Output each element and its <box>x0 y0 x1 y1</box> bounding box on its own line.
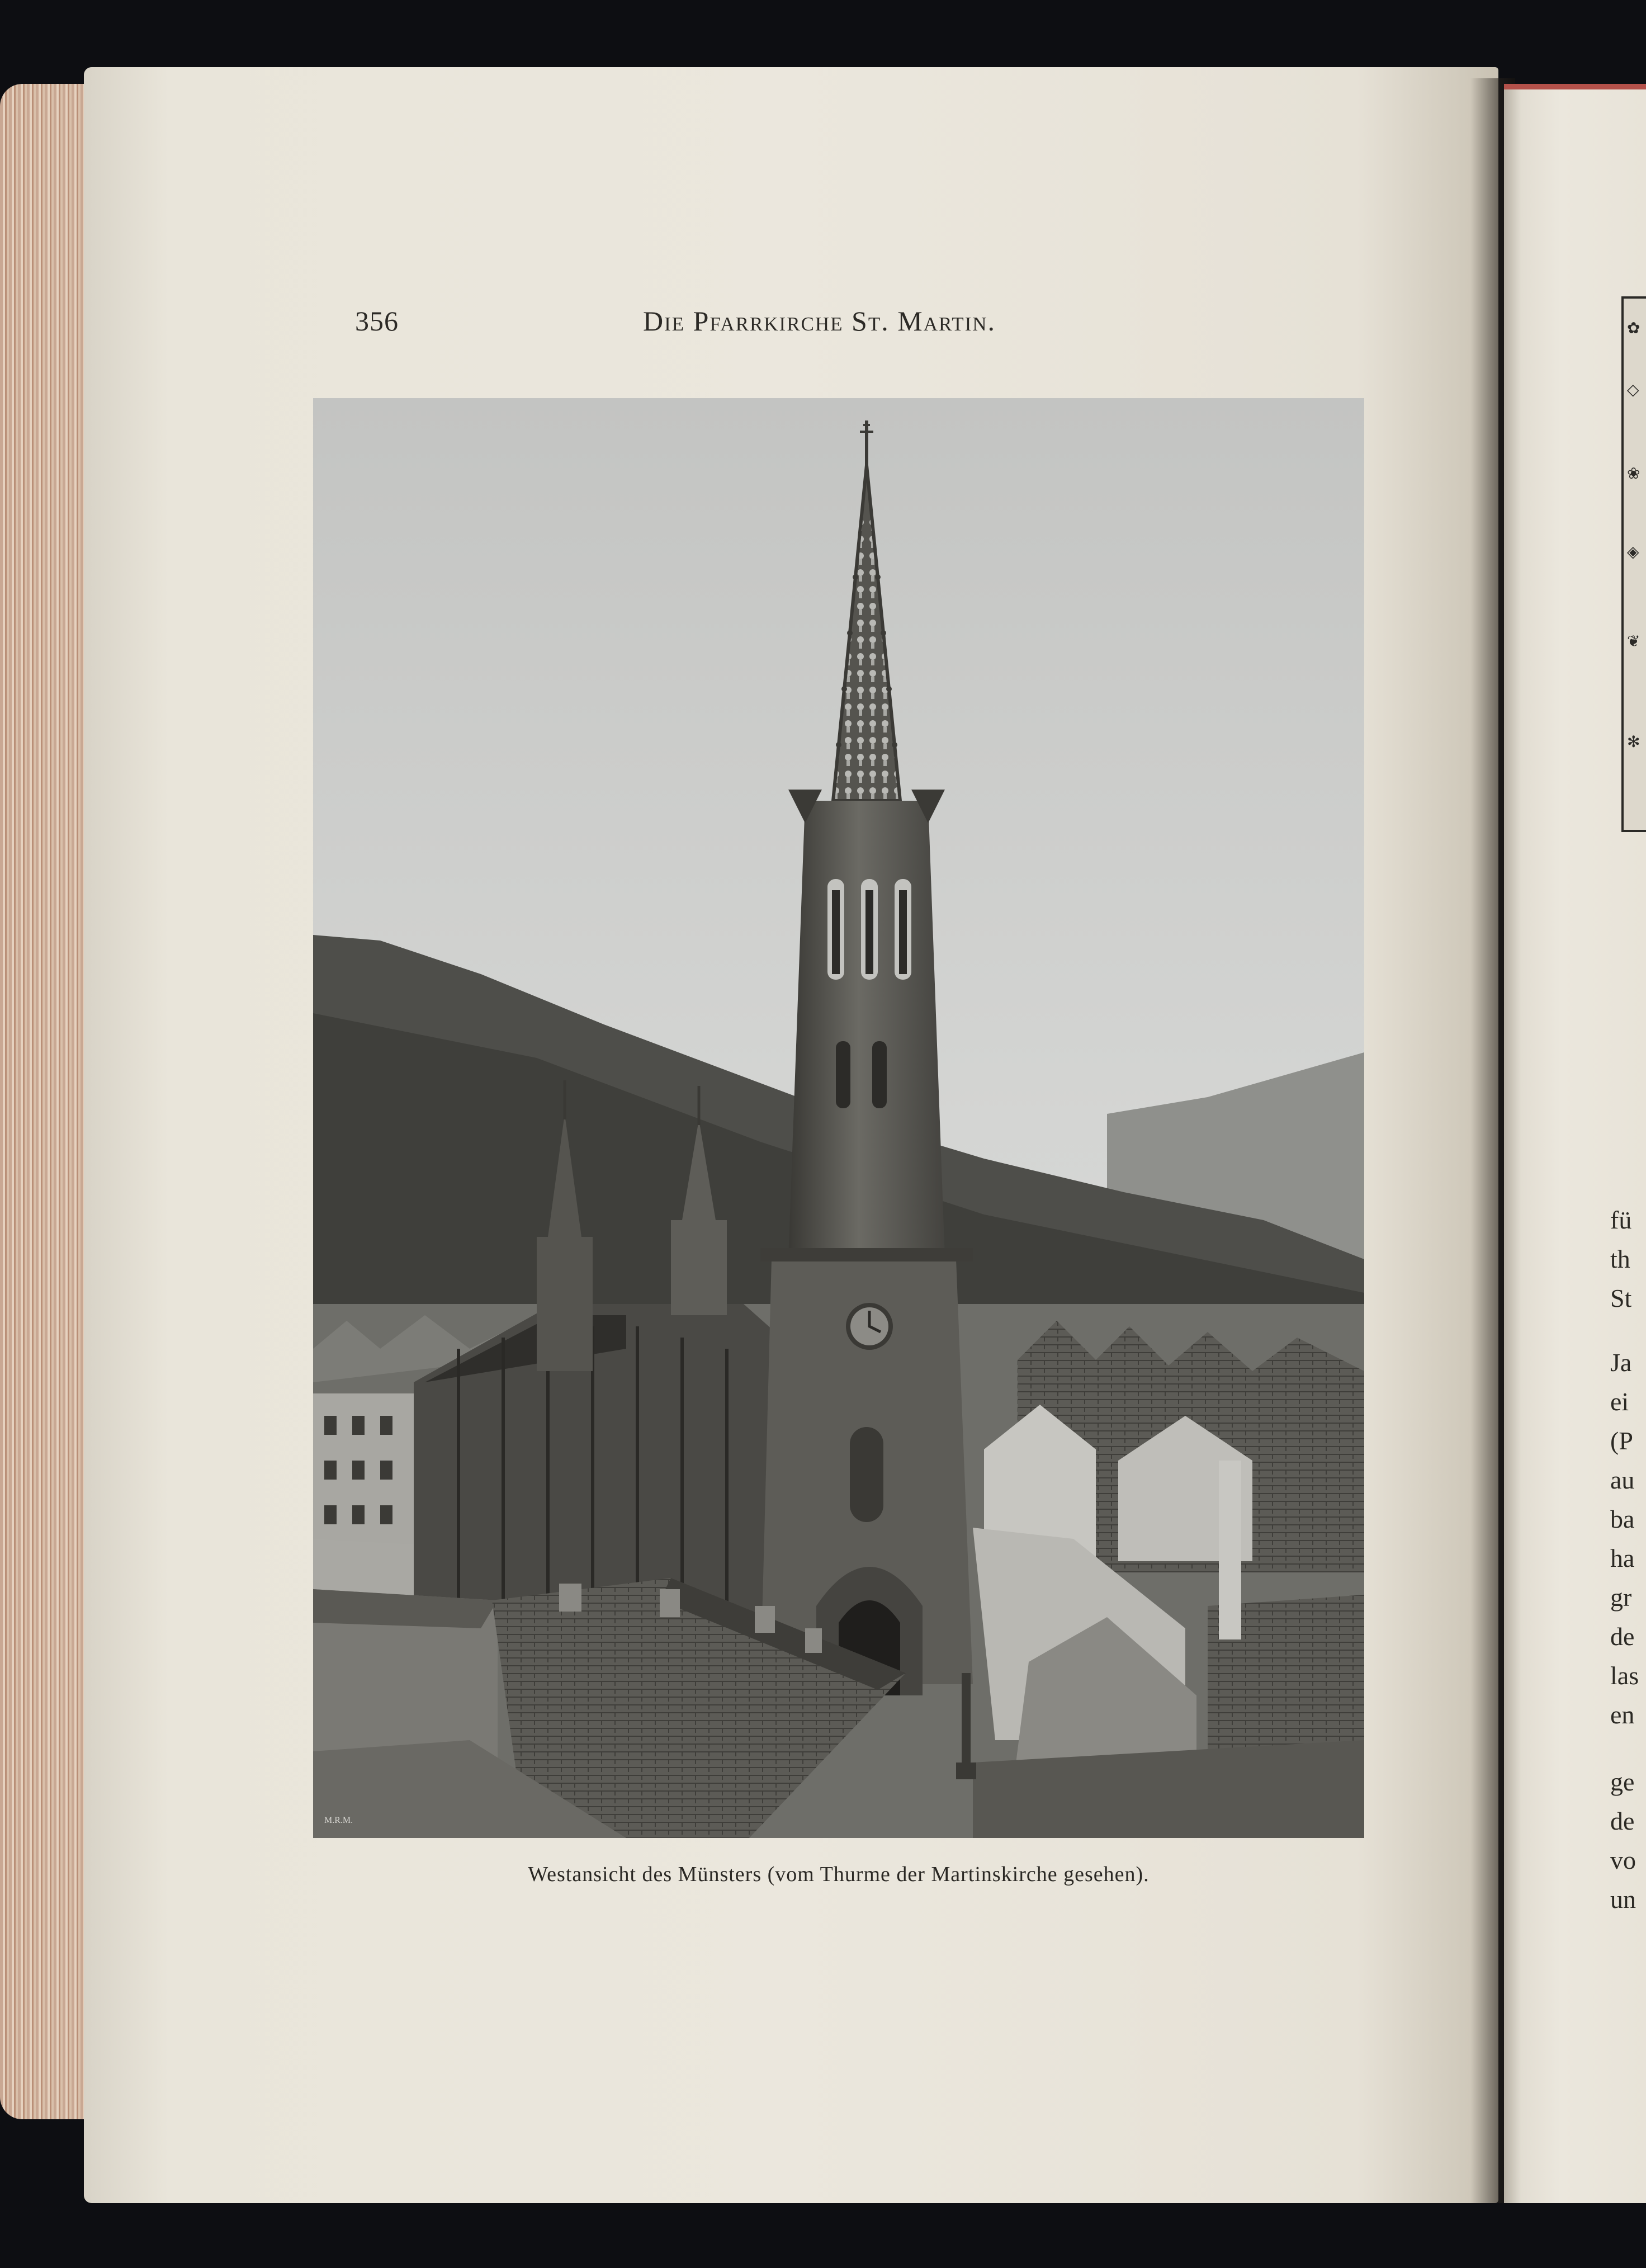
facing-text-fragment: vo <box>1610 1846 1636 1874</box>
facing-text-fragment: un <box>1610 1885 1636 1913</box>
facing-text-fragment: las <box>1610 1661 1639 1690</box>
page-edge-stack <box>0 84 95 2119</box>
running-head: Die Pfarrkirche St. Martin. <box>643 305 996 337</box>
diamond-ornament-icon: ◈ <box>1627 544 1639 561</box>
facing-text-fragment: (P <box>1610 1426 1633 1455</box>
facing-text-fragment: ha <box>1610 1544 1635 1572</box>
facing-text-fragment: ei <box>1610 1387 1629 1416</box>
facing-text-fragment: St <box>1610 1284 1632 1312</box>
cathedral-photograph <box>313 398 1364 1838</box>
ornament-border <box>1621 296 1646 832</box>
facing-text-fragment: de <box>1610 1807 1635 1835</box>
facing-text-fragment: au <box>1610 1466 1635 1494</box>
flower-ornament-icon: ✿ <box>1627 320 1640 337</box>
flower-ornament-icon: ❀ <box>1627 465 1640 483</box>
facing-text-fragment: gr <box>1610 1583 1632 1612</box>
facing-text-fragment: fü <box>1610 1206 1632 1234</box>
engraver-mark: M.R.M. <box>324 1816 353 1825</box>
facing-text-fragment: Ja <box>1610 1348 1632 1377</box>
facing-text-fragment: ge <box>1610 1768 1635 1796</box>
facing-text-fragment: de <box>1610 1622 1635 1651</box>
figure-caption: Westansicht des Münsters (vom Thurme der Martinskirche gesehen). <box>528 1863 1150 1886</box>
facing-text-fragment: en <box>1610 1700 1635 1729</box>
star-ornament-icon: ✻ <box>1627 734 1640 751</box>
facing-text-fragment: th <box>1610 1245 1630 1273</box>
leaf-ornament-icon: ❦ <box>1627 633 1640 650</box>
facing-text-fragment: ba <box>1610 1505 1635 1533</box>
page-number: 356 <box>355 305 399 337</box>
diamond-ornament-icon: ◇ <box>1627 381 1639 399</box>
